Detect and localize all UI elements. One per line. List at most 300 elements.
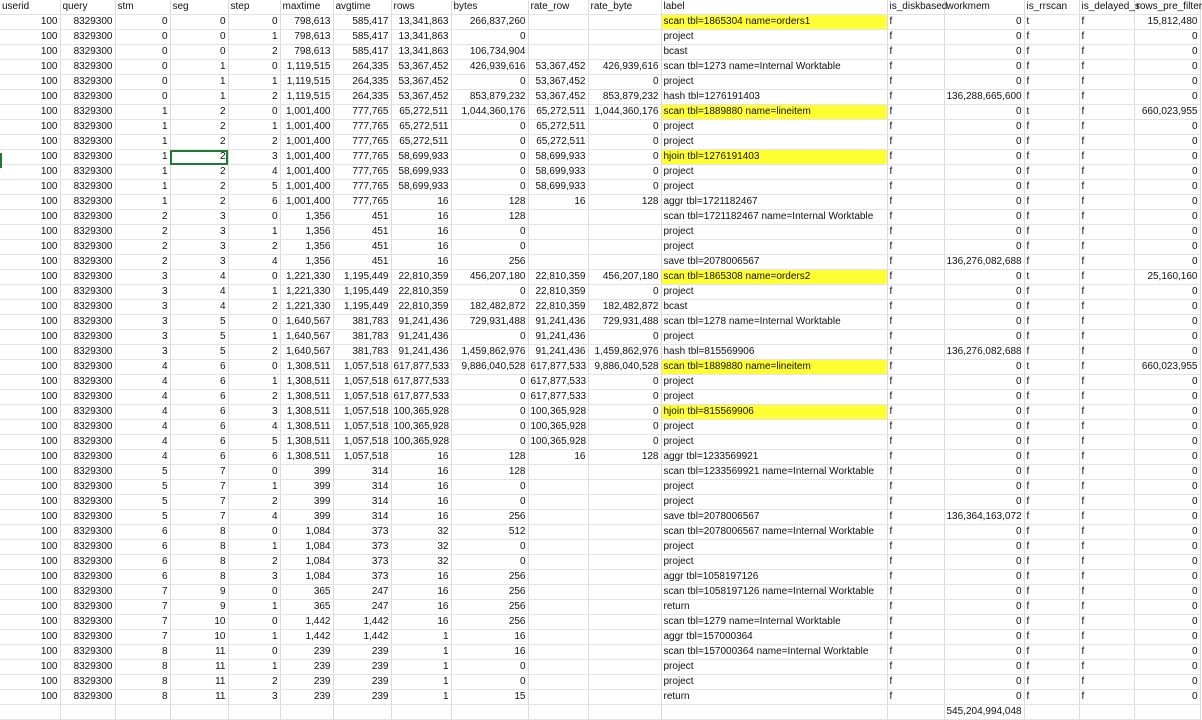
cell-is_diskbased[interactable]: f: [887, 225, 944, 240]
cell-is_rrscan[interactable]: f: [1024, 180, 1079, 195]
cell-rate_row[interactable]: [528, 690, 588, 705]
cell-rate_row[interactable]: [528, 600, 588, 615]
cell-rows_pre_filter[interactable]: 0: [1134, 495, 1200, 510]
cell-workmem[interactable]: 0: [944, 645, 1024, 660]
cell-bytes[interactable]: 128: [451, 195, 528, 210]
cell-is_rrscan[interactable]: f: [1024, 120, 1079, 135]
cell-rows[interactable]: 617,877,533: [391, 360, 451, 375]
cell-rate_byte[interactable]: 0: [588, 405, 661, 420]
cell-rate_row[interactable]: 91,241,436: [528, 345, 588, 360]
cell-workmem[interactable]: 0: [944, 300, 1024, 315]
cell-avgtime[interactable]: 373: [333, 570, 391, 585]
cell-rate_byte[interactable]: [588, 555, 661, 570]
cell-rows_pre_filter[interactable]: 0: [1134, 60, 1200, 75]
cell-workmem[interactable]: 0: [944, 585, 1024, 600]
cell-step[interactable]: 3: [228, 570, 280, 585]
cell-is_diskbased[interactable]: f: [887, 90, 944, 105]
cell-rate_byte[interactable]: 0: [588, 420, 661, 435]
cell-userid[interactable]: 100: [0, 135, 60, 150]
cell-is_diskbased[interactable]: f: [887, 165, 944, 180]
cell-query[interactable]: 8329300: [60, 150, 115, 165]
cell-is_rrscan[interactable]: f: [1024, 195, 1079, 210]
cell-userid[interactable]: 100: [0, 300, 60, 315]
cell-userid[interactable]: 100: [0, 420, 60, 435]
cell-is_delayed_s[interactable]: f: [1079, 510, 1134, 525]
cell-seg[interactable]: 11: [170, 690, 228, 705]
cell-is_diskbased[interactable]: f: [887, 480, 944, 495]
cell-label[interactable]: project: [661, 30, 887, 45]
cell-seg[interactable]: 9: [170, 600, 228, 615]
cell-rate_byte[interactable]: [588, 255, 661, 270]
cell-label[interactable]: project: [661, 480, 887, 495]
cell-rate_byte[interactable]: [588, 600, 661, 615]
cell-userid[interactable]: 100: [0, 540, 60, 555]
cell-is_diskbased[interactable]: f: [887, 300, 944, 315]
cell-bytes[interactable]: 106,734,904: [451, 45, 528, 60]
cell-bytes[interactable]: 0: [451, 30, 528, 45]
cell-is_diskbased[interactable]: f: [887, 345, 944, 360]
cell-stm[interactable]: 3: [115, 330, 170, 345]
cell-label[interactable]: scan tbl=1721182467 name=Internal Worktable: [661, 210, 887, 225]
cell-maxtime[interactable]: 365: [280, 600, 333, 615]
cell-is_diskbased[interactable]: f: [887, 555, 944, 570]
cell-rows[interactable]: 53,367,452: [391, 75, 451, 90]
cell-step[interactable]: 1: [228, 30, 280, 45]
cell-is_delayed_s[interactable]: f: [1079, 375, 1134, 390]
cell-is_rrscan[interactable]: f: [1024, 330, 1079, 345]
cell-seg[interactable]: 6: [170, 360, 228, 375]
cell-is_rrscan[interactable]: f: [1024, 465, 1079, 480]
column-header[interactable]: seg: [170, 0, 228, 15]
empty-cell[interactable]: [661, 705, 887, 720]
cell-label[interactable]: save tbl=2078006567: [661, 255, 887, 270]
cell-stm[interactable]: 0: [115, 90, 170, 105]
cell-maxtime[interactable]: 1,356: [280, 225, 333, 240]
cell-userid[interactable]: 100: [0, 45, 60, 60]
cell-userid[interactable]: 100: [0, 15, 60, 30]
cell-userid[interactable]: 100: [0, 690, 60, 705]
cell-rate_byte[interactable]: 426,939,616: [588, 60, 661, 75]
cell-is_delayed_s[interactable]: f: [1079, 675, 1134, 690]
cell-rows_pre_filter[interactable]: 0: [1134, 675, 1200, 690]
cell-rows_pre_filter[interactable]: 0: [1134, 225, 1200, 240]
cell-stm[interactable]: 8: [115, 690, 170, 705]
cell-step[interactable]: 6: [228, 450, 280, 465]
cell-rows_pre_filter[interactable]: 0: [1134, 600, 1200, 615]
cell-userid[interactable]: 100: [0, 570, 60, 585]
cell-userid[interactable]: 100: [0, 480, 60, 495]
cell-rate_byte[interactable]: 0: [588, 165, 661, 180]
cell-rows_pre_filter[interactable]: 0: [1134, 420, 1200, 435]
cell-avgtime[interactable]: 1,195,449: [333, 285, 391, 300]
cell-maxtime[interactable]: 1,640,567: [280, 315, 333, 330]
cell-seg[interactable]: 8: [170, 540, 228, 555]
cell-is_diskbased[interactable]: f: [887, 645, 944, 660]
cell-stm[interactable]: 5: [115, 480, 170, 495]
cell-is_delayed_s[interactable]: f: [1079, 450, 1134, 465]
cell-userid[interactable]: 100: [0, 495, 60, 510]
cell-bytes[interactable]: 0: [451, 420, 528, 435]
cell-step[interactable]: 1: [228, 75, 280, 90]
cell-avgtime[interactable]: 247: [333, 600, 391, 615]
column-header[interactable]: maxtime: [280, 0, 333, 15]
cell-rate_byte[interactable]: [588, 30, 661, 45]
cell-rows[interactable]: 1: [391, 645, 451, 660]
cell-rows[interactable]: 16: [391, 210, 451, 225]
cell-userid[interactable]: 100: [0, 510, 60, 525]
cell-workmem[interactable]: 0: [944, 360, 1024, 375]
cell-query[interactable]: 8329300: [60, 255, 115, 270]
cell-rate_row[interactable]: [528, 525, 588, 540]
cell-seg[interactable]: 11: [170, 645, 228, 660]
cell-userid[interactable]: 100: [0, 225, 60, 240]
cell-rows_pre_filter[interactable]: 0: [1134, 555, 1200, 570]
cell-rate_byte[interactable]: [588, 510, 661, 525]
cell-avgtime[interactable]: 1,057,518: [333, 405, 391, 420]
cell-query[interactable]: 8329300: [60, 240, 115, 255]
cell-bytes[interactable]: 0: [451, 540, 528, 555]
cell-stm[interactable]: 3: [115, 315, 170, 330]
cell-stm[interactable]: 2: [115, 255, 170, 270]
cell-bytes[interactable]: 0: [451, 390, 528, 405]
cell-is_rrscan[interactable]: f: [1024, 525, 1079, 540]
cell-workmem[interactable]: 0: [944, 195, 1024, 210]
cell-rows[interactable]: 16: [391, 585, 451, 600]
cell-avgtime[interactable]: 451: [333, 240, 391, 255]
cell-seg[interactable]: 6: [170, 390, 228, 405]
cell-stm[interactable]: 5: [115, 510, 170, 525]
cell-is_diskbased[interactable]: f: [887, 210, 944, 225]
cell-seg[interactable]: 1: [170, 75, 228, 90]
cell-seg[interactable]: 10: [170, 630, 228, 645]
cell-rate_byte[interactable]: 0: [588, 435, 661, 450]
cell-query[interactable]: 8329300: [60, 300, 115, 315]
cell-is_delayed_s[interactable]: f: [1079, 465, 1134, 480]
cell-maxtime[interactable]: 1,308,511: [280, 405, 333, 420]
cell-label[interactable]: aggr tbl=157000364: [661, 630, 887, 645]
cell-label[interactable]: scan tbl=157000364 name=Internal Worktable: [661, 645, 887, 660]
cell-is_diskbased[interactable]: f: [887, 150, 944, 165]
cell-label[interactable]: hjoin tbl=815569906: [661, 405, 887, 420]
cell-rate_byte[interactable]: 0: [588, 285, 661, 300]
cell-is_rrscan[interactable]: f: [1024, 165, 1079, 180]
cell-is_delayed_s[interactable]: f: [1079, 345, 1134, 360]
cell-workmem[interactable]: 0: [944, 480, 1024, 495]
cell-step[interactable]: 3: [228, 405, 280, 420]
cell-query[interactable]: 8329300: [60, 660, 115, 675]
cell-query[interactable]: 8329300: [60, 375, 115, 390]
cell-rate_byte[interactable]: [588, 585, 661, 600]
cell-userid[interactable]: 100: [0, 630, 60, 645]
cell-label[interactable]: hjoin tbl=1276191403: [661, 150, 887, 165]
cell-rows[interactable]: 91,241,436: [391, 315, 451, 330]
cell-seg[interactable]: 4: [170, 270, 228, 285]
cell-seg[interactable]: 1: [170, 60, 228, 75]
cell-is_delayed_s[interactable]: f: [1079, 300, 1134, 315]
cell-is_delayed_s[interactable]: f: [1079, 210, 1134, 225]
cell-label[interactable]: project: [661, 225, 887, 240]
cell-is_delayed_s[interactable]: f: [1079, 540, 1134, 555]
cell-bytes[interactable]: 128: [451, 210, 528, 225]
cell-workmem[interactable]: 0: [944, 450, 1024, 465]
cell-rows_pre_filter[interactable]: 0: [1134, 660, 1200, 675]
cell-rate_byte[interactable]: [588, 540, 661, 555]
cell-rows[interactable]: 91,241,436: [391, 345, 451, 360]
cell-is_diskbased[interactable]: f: [887, 450, 944, 465]
cell-is_delayed_s[interactable]: f: [1079, 270, 1134, 285]
cell-stm[interactable]: 3: [115, 345, 170, 360]
cell-workmem[interactable]: 0: [944, 45, 1024, 60]
cell-seg[interactable]: 6: [170, 450, 228, 465]
cell-rate_byte[interactable]: 128: [588, 195, 661, 210]
cell-bytes[interactable]: 729,931,488: [451, 315, 528, 330]
cell-is_rrscan[interactable]: t: [1024, 15, 1079, 30]
cell-is_rrscan[interactable]: f: [1024, 510, 1079, 525]
cell-label[interactable]: hash tbl=1276191403: [661, 90, 887, 105]
cell-is_delayed_s[interactable]: f: [1079, 285, 1134, 300]
cell-workmem[interactable]: 0: [944, 615, 1024, 630]
cell-step[interactable]: 1: [228, 375, 280, 390]
cell-is_diskbased[interactable]: f: [887, 45, 944, 60]
cell-avgtime[interactable]: 314: [333, 495, 391, 510]
column-header[interactable]: label: [661, 0, 887, 15]
cell-query[interactable]: 8329300: [60, 495, 115, 510]
cell-stm[interactable]: 6: [115, 540, 170, 555]
cell-maxtime[interactable]: 1,001,400: [280, 135, 333, 150]
cell-rate_byte[interactable]: [588, 630, 661, 645]
cell-userid[interactable]: 100: [0, 315, 60, 330]
cell-rows[interactable]: 1: [391, 660, 451, 675]
cell-maxtime[interactable]: 399: [280, 480, 333, 495]
cell-stm[interactable]: 7: [115, 585, 170, 600]
cell-avgtime[interactable]: 373: [333, 525, 391, 540]
cell-rows[interactable]: 65,272,511: [391, 120, 451, 135]
cell-avgtime[interactable]: 1,057,518: [333, 375, 391, 390]
cell-rows_pre_filter[interactable]: 0: [1134, 285, 1200, 300]
cell-userid[interactable]: 100: [0, 330, 60, 345]
cell-userid[interactable]: 100: [0, 675, 60, 690]
cell-rows_pre_filter[interactable]: 0: [1134, 150, 1200, 165]
cell-workmem[interactable]: 0: [944, 525, 1024, 540]
cell-bytes[interactable]: 16: [451, 645, 528, 660]
cell-bytes[interactable]: 0: [451, 225, 528, 240]
cell-maxtime[interactable]: 1,356: [280, 210, 333, 225]
cell-workmem[interactable]: 0: [944, 240, 1024, 255]
cell-query[interactable]: 8329300: [60, 15, 115, 30]
cell-is_delayed_s[interactable]: f: [1079, 75, 1134, 90]
cell-query[interactable]: 8329300: [60, 510, 115, 525]
cell-is_delayed_s[interactable]: f: [1079, 600, 1134, 615]
cell-is_diskbased[interactable]: f: [887, 195, 944, 210]
cell-rows[interactable]: 16: [391, 570, 451, 585]
cell-maxtime[interactable]: 399: [280, 510, 333, 525]
cell-is_diskbased[interactable]: f: [887, 630, 944, 645]
cell-rows[interactable]: 91,241,436: [391, 330, 451, 345]
cell-label[interactable]: bcast: [661, 45, 887, 60]
cell-step[interactable]: 0: [228, 585, 280, 600]
cell-is_rrscan[interactable]: f: [1024, 615, 1079, 630]
cell-query[interactable]: 8329300: [60, 345, 115, 360]
cell-is_delayed_s[interactable]: f: [1079, 645, 1134, 660]
cell-bytes[interactable]: 256: [451, 615, 528, 630]
cell-workmem[interactable]: 0: [944, 330, 1024, 345]
cell-workmem[interactable]: 0: [944, 405, 1024, 420]
cell-step[interactable]: 1: [228, 330, 280, 345]
cell-is_diskbased[interactable]: f: [887, 465, 944, 480]
cell-userid[interactable]: 100: [0, 390, 60, 405]
workmem-total[interactable]: 545,204,994,048: [944, 705, 1024, 720]
cell-rows_pre_filter[interactable]: 0: [1134, 525, 1200, 540]
cell-is_rrscan[interactable]: f: [1024, 375, 1079, 390]
cell-seg[interactable]: 0: [170, 30, 228, 45]
cell-rows[interactable]: 100,365,928: [391, 420, 451, 435]
cell-is_rrscan[interactable]: f: [1024, 225, 1079, 240]
cell-workmem[interactable]: 0: [944, 180, 1024, 195]
cell-userid[interactable]: 100: [0, 90, 60, 105]
cell-avgtime[interactable]: 451: [333, 255, 391, 270]
cell-is_rrscan[interactable]: f: [1024, 210, 1079, 225]
cell-bytes[interactable]: 426,939,616: [451, 60, 528, 75]
cell-bytes[interactable]: 0: [451, 480, 528, 495]
cell-userid[interactable]: 100: [0, 345, 60, 360]
cell-query[interactable]: 8329300: [60, 135, 115, 150]
cell-rows[interactable]: 617,877,533: [391, 390, 451, 405]
cell-avgtime[interactable]: 777,765: [333, 150, 391, 165]
cell-query[interactable]: 8329300: [60, 465, 115, 480]
cell-rate_row[interactable]: 617,877,533: [528, 390, 588, 405]
cell-is_delayed_s[interactable]: f: [1079, 420, 1134, 435]
cell-bytes[interactable]: 15: [451, 690, 528, 705]
cell-is_diskbased[interactable]: f: [887, 330, 944, 345]
cell-rows_pre_filter[interactable]: 0: [1134, 390, 1200, 405]
cell-is_diskbased[interactable]: f: [887, 375, 944, 390]
cell-is_rrscan[interactable]: f: [1024, 600, 1079, 615]
cell-is_diskbased[interactable]: f: [887, 510, 944, 525]
cell-bytes[interactable]: 0: [451, 675, 528, 690]
cell-rows[interactable]: 16: [391, 615, 451, 630]
cell-is_delayed_s[interactable]: f: [1079, 105, 1134, 120]
cell-is_rrscan[interactable]: f: [1024, 450, 1079, 465]
cell-seg[interactable]: 5: [170, 315, 228, 330]
cell-seg[interactable]: 7: [170, 510, 228, 525]
empty-cell[interactable]: [451, 705, 528, 720]
cell-is_diskbased[interactable]: f: [887, 540, 944, 555]
cell-workmem[interactable]: 0: [944, 225, 1024, 240]
column-header[interactable]: workmem: [944, 0, 1024, 15]
cell-avgtime[interactable]: 381,783: [333, 330, 391, 345]
cell-rows_pre_filter[interactable]: 15,812,480: [1134, 15, 1200, 30]
cell-rows[interactable]: 16: [391, 600, 451, 615]
cell-is_delayed_s[interactable]: f: [1079, 360, 1134, 375]
cell-avgtime[interactable]: 777,765: [333, 135, 391, 150]
cell-workmem[interactable]: 0: [944, 60, 1024, 75]
cell-stm[interactable]: 1: [115, 120, 170, 135]
cell-userid[interactable]: 100: [0, 615, 60, 630]
cell-userid[interactable]: 100: [0, 360, 60, 375]
cell-seg[interactable]: 2: [170, 150, 228, 165]
cell-label[interactable]: aggr tbl=1233569921: [661, 450, 887, 465]
cell-is_diskbased[interactable]: f: [887, 360, 944, 375]
cell-maxtime[interactable]: 1,640,567: [280, 330, 333, 345]
cell-workmem[interactable]: 0: [944, 660, 1024, 675]
cell-rows_pre_filter[interactable]: 0: [1134, 210, 1200, 225]
cell-bytes[interactable]: 0: [451, 150, 528, 165]
cell-step[interactable]: 5: [228, 180, 280, 195]
cell-rate_row[interactable]: [528, 45, 588, 60]
cell-bytes[interactable]: 256: [451, 570, 528, 585]
cell-avgtime[interactable]: 1,057,518: [333, 435, 391, 450]
cell-rate_byte[interactable]: 128: [588, 450, 661, 465]
cell-rate_row[interactable]: [528, 555, 588, 570]
cell-query[interactable]: 8329300: [60, 45, 115, 60]
cell-workmem[interactable]: 0: [944, 150, 1024, 165]
cell-rows_pre_filter[interactable]: 0: [1134, 30, 1200, 45]
cell-maxtime[interactable]: 1,001,400: [280, 195, 333, 210]
cell-workmem[interactable]: 0: [944, 675, 1024, 690]
cell-label[interactable]: project: [661, 540, 887, 555]
cell-query[interactable]: 8329300: [60, 180, 115, 195]
cell-avgtime[interactable]: 451: [333, 210, 391, 225]
cell-is_delayed_s[interactable]: f: [1079, 135, 1134, 150]
cell-is_rrscan[interactable]: t: [1024, 105, 1079, 120]
cell-rate_row[interactable]: [528, 15, 588, 30]
cell-rate_row[interactable]: [528, 495, 588, 510]
cell-is_diskbased[interactable]: f: [887, 525, 944, 540]
cell-is_rrscan[interactable]: f: [1024, 645, 1079, 660]
cell-step[interactable]: 0: [228, 270, 280, 285]
cell-stm[interactable]: 3: [115, 285, 170, 300]
cell-step[interactable]: 2: [228, 240, 280, 255]
cell-bytes[interactable]: 0: [451, 375, 528, 390]
column-header[interactable]: is_diskbased: [887, 0, 944, 15]
cell-step[interactable]: 2: [228, 90, 280, 105]
cell-rows_pre_filter[interactable]: 0: [1134, 405, 1200, 420]
cell-is_delayed_s[interactable]: f: [1079, 45, 1134, 60]
cell-is_diskbased[interactable]: f: [887, 690, 944, 705]
cell-rate_byte[interactable]: 0: [588, 120, 661, 135]
cell-seg[interactable]: 6: [170, 420, 228, 435]
cell-is_rrscan[interactable]: f: [1024, 75, 1079, 90]
cell-is_rrscan[interactable]: f: [1024, 630, 1079, 645]
cell-maxtime[interactable]: 1,308,511: [280, 435, 333, 450]
cell-userid[interactable]: 100: [0, 450, 60, 465]
cell-rate_row[interactable]: 16: [528, 195, 588, 210]
cell-avgtime[interactable]: 1,195,449: [333, 270, 391, 285]
cell-is_delayed_s[interactable]: f: [1079, 405, 1134, 420]
cell-bytes[interactable]: 1,044,360,176: [451, 105, 528, 120]
cell-rate_row[interactable]: [528, 480, 588, 495]
cell-is_diskbased[interactable]: f: [887, 600, 944, 615]
cell-maxtime[interactable]: 798,613: [280, 45, 333, 60]
cell-is_rrscan[interactable]: f: [1024, 240, 1079, 255]
cell-seg[interactable]: 3: [170, 210, 228, 225]
cell-query[interactable]: 8329300: [60, 480, 115, 495]
cell-is_delayed_s[interactable]: f: [1079, 15, 1134, 30]
cell-is_rrscan[interactable]: f: [1024, 255, 1079, 270]
cell-is_rrscan[interactable]: f: [1024, 570, 1079, 585]
cell-seg[interactable]: 2: [170, 165, 228, 180]
cell-workmem[interactable]: 0: [944, 690, 1024, 705]
cell-label[interactable]: scan tbl=1889880 name=lineitem: [661, 105, 887, 120]
cell-is_delayed_s[interactable]: f: [1079, 525, 1134, 540]
cell-step[interactable]: 2: [228, 300, 280, 315]
cell-bytes[interactable]: 0: [451, 240, 528, 255]
cell-stm[interactable]: 7: [115, 600, 170, 615]
cell-rate_row[interactable]: [528, 630, 588, 645]
cell-rate_byte[interactable]: [588, 615, 661, 630]
cell-stm[interactable]: 2: [115, 240, 170, 255]
cell-avgtime[interactable]: 373: [333, 540, 391, 555]
